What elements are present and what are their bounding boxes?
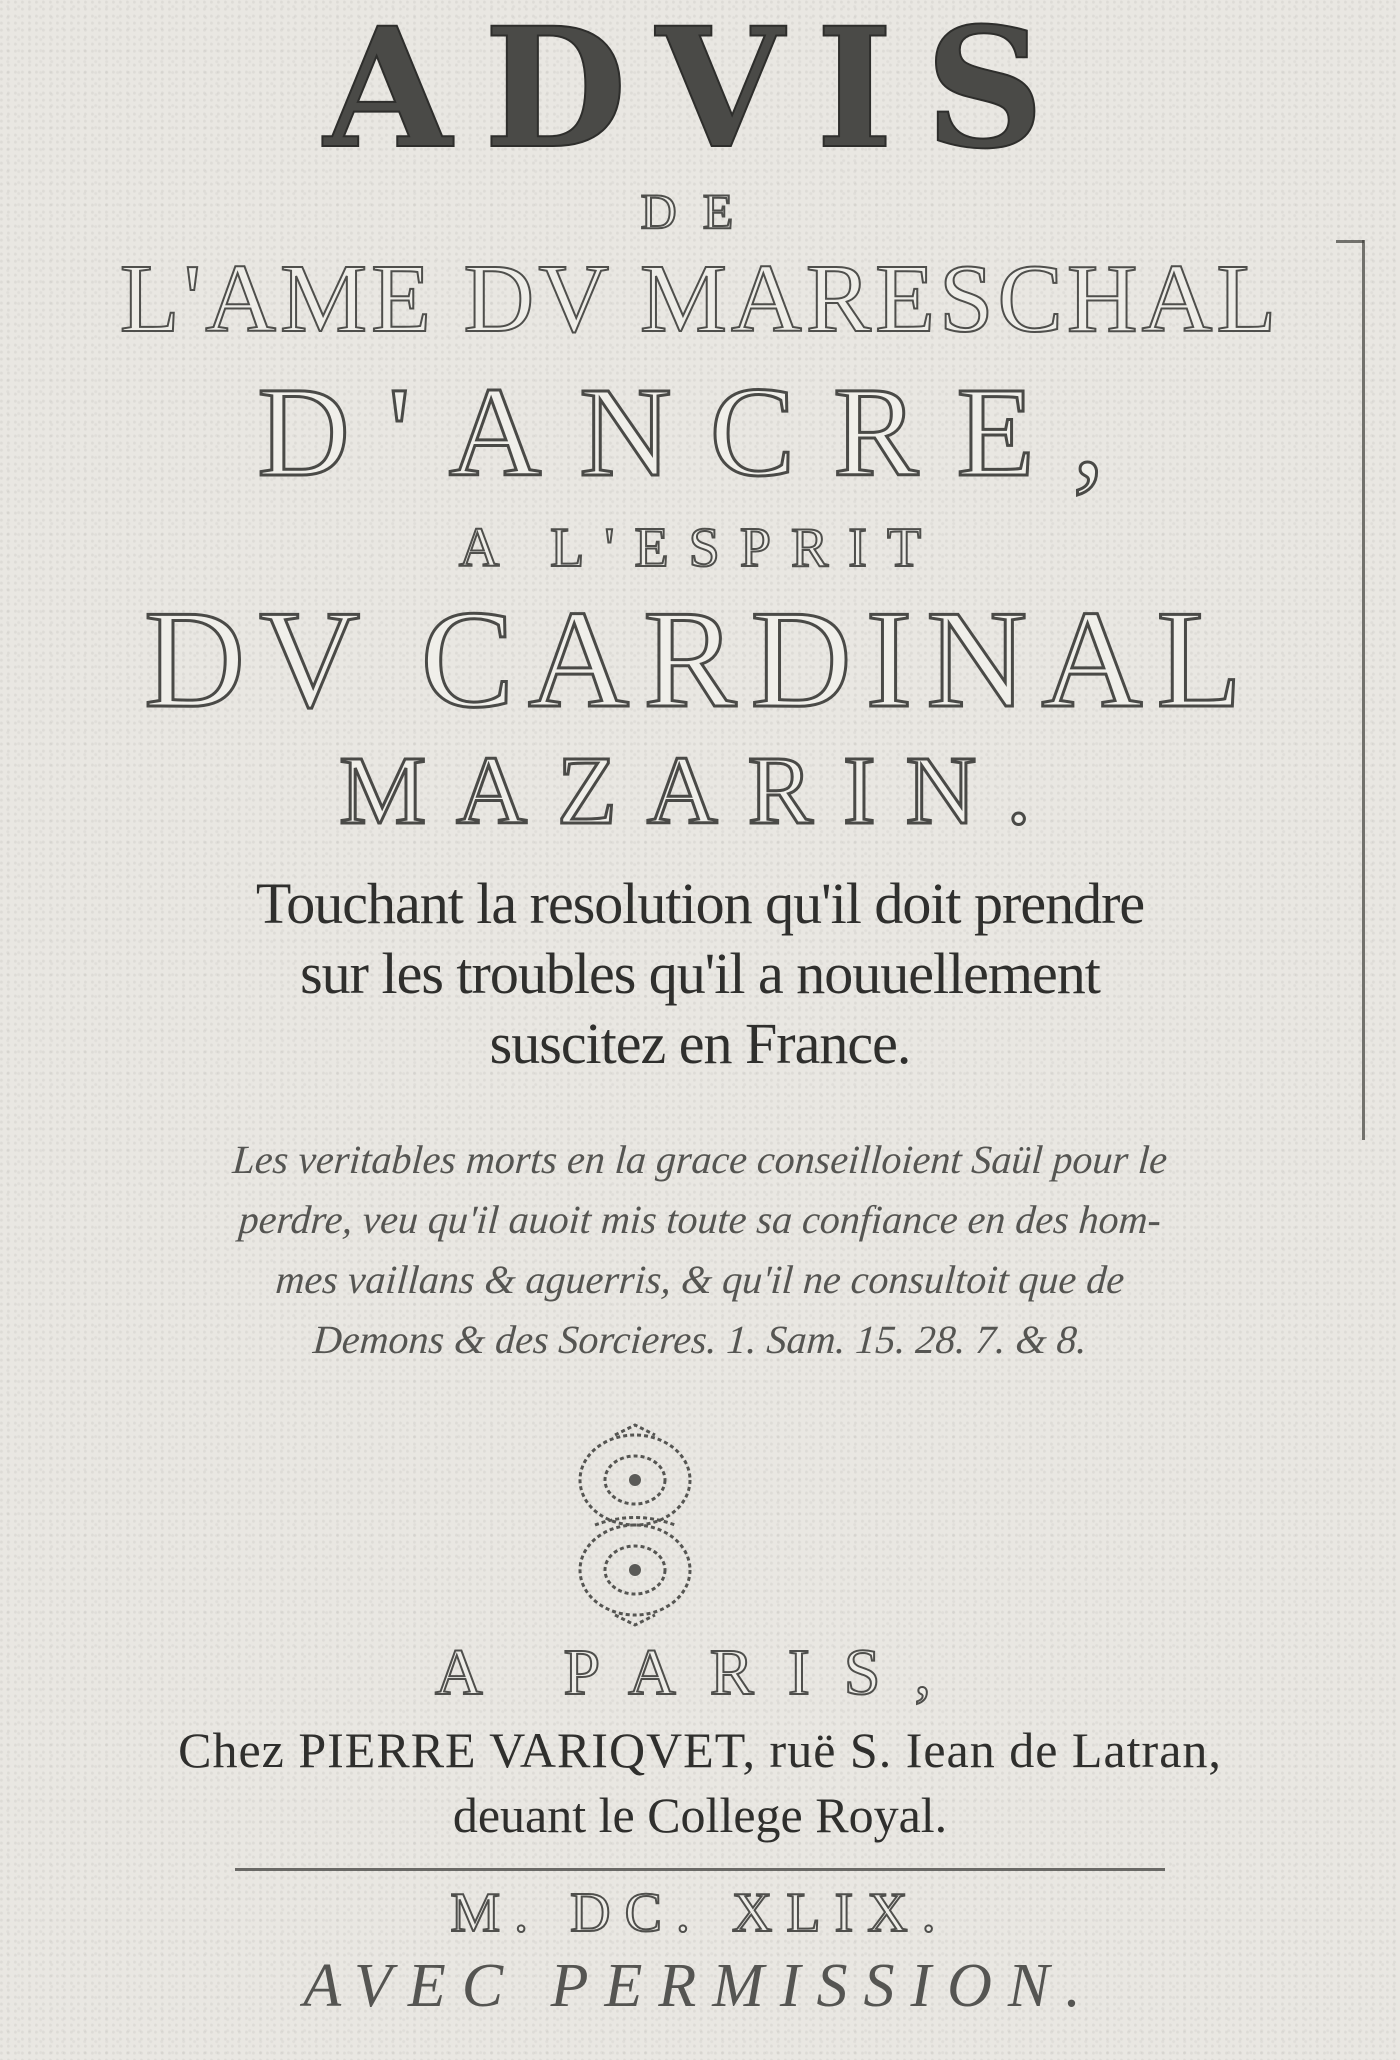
page-edge-mark [1362, 240, 1365, 1140]
printer-ornament-icon [555, 1420, 715, 1630]
subtitle-line-2: sur les troubles qu'il a nouuellement [300, 941, 1100, 1006]
subtitle-line-1: Touchant la resolution qu'il doit prendre [255, 871, 1145, 936]
epigraph-line-4: Demons & des Sorcieres. 1. Sam. 15. 28. 7. & 8. [311, 1317, 1089, 1362]
title-line-de: DE [640, 183, 760, 239]
title-line-ame: L'AME DV MARESCHAL [119, 245, 1281, 353]
title-line-cardinal: DV CARDINAL [144, 582, 1256, 737]
imprint-city: A PARIS, [434, 1636, 966, 1709]
main-title: ADVIS [323, 0, 1077, 185]
epigraph-line-2: perdre, veu qu'il auoit mis toute sa confiance en des hom- [237, 1197, 1163, 1242]
title-line-esprit: A L'ESPRIT [458, 517, 942, 579]
imprint-address: deuant le College Royal. [452, 1787, 948, 1843]
title-line-mazarin: MAZARIN. [339, 737, 1061, 845]
subtitle-line-3: suscitez en France. [489, 1011, 911, 1076]
divider-rule [235, 1868, 1165, 1871]
imprint-date: M. DC. XLIX. [450, 1882, 950, 1944]
title-line-dancre: D'ANCRE, [257, 361, 1143, 503]
epigraph-line-1: Les veritables morts en la grace conseilloient Saül pour le [231, 1137, 1169, 1182]
page-edge-tick [1336, 240, 1364, 243]
imprint-printer: Chez PIERRE VARIQVET, ruë S. Iean de Latran, [178, 1722, 1222, 1778]
epigraph-line-3: mes vaillans & aguerris, & qu'il ne consultoit que de [274, 1257, 1126, 1302]
permission-line: AVEC PERMISSION. [303, 1952, 1097, 2020]
